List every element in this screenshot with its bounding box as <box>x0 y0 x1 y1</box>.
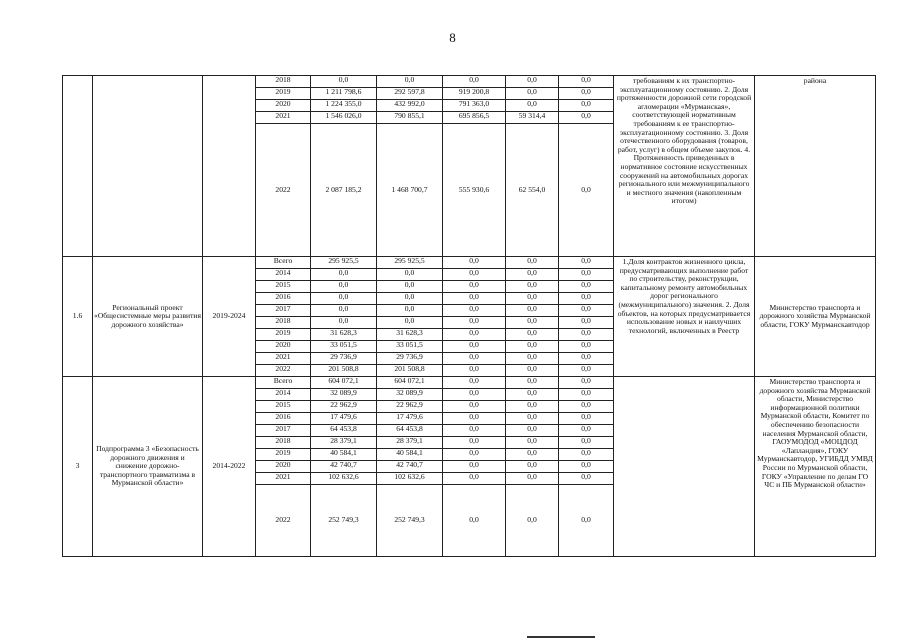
year-cell: 2022 <box>256 365 311 377</box>
amount-cell: 0,0 <box>506 365 559 377</box>
amount-cell: 0,0 <box>559 329 614 341</box>
amount-cell: 0,0 <box>443 485 506 557</box>
year-cell: 2017 <box>256 305 311 317</box>
amount-cell: 33 051,5 <box>377 341 443 353</box>
section-name: Региональный проект «Общесистемные меры развития дорожного хозяйства» <box>93 257 203 377</box>
amount-cell: 0,0 <box>443 305 506 317</box>
section-period <box>203 76 256 257</box>
amount-cell: 0,0 <box>377 293 443 305</box>
amount-cell: 0,0 <box>506 269 559 281</box>
amount-cell: 0,0 <box>311 76 377 88</box>
amount-cell: 0,0 <box>506 100 559 112</box>
amount-cell: 0,0 <box>443 365 506 377</box>
amount-cell: 0,0 <box>506 413 559 425</box>
amount-cell: 1 224 355,0 <box>311 100 377 112</box>
table-row <box>63 377 876 389</box>
year-cell: 2018 <box>256 76 311 88</box>
amount-cell: 0,0 <box>377 76 443 88</box>
amount-cell: 0,0 <box>559 88 614 100</box>
responsible-cell: Министерство транспорта и дорожного хозяйства Мурманской области, ГОКУ Мурманскавтодор <box>755 257 876 377</box>
amount-cell: 0,0 <box>559 449 614 461</box>
amount-cell: 0,0 <box>506 329 559 341</box>
amount-cell: 62 554,0 <box>506 124 559 257</box>
indicators-cell: 1.Доля контрактов жизненного цикла, предусматривающих выполнение работ по строительству, реконструкции, капитальному ремонту автомобильных дорог регионального (межмуниципального) значения. 2. Доля объектов, на которых предусматривается использование новых и наилучших технологий, включенных в Реестр <box>614 257 755 377</box>
year-cell: 2018 <box>256 317 311 329</box>
year-cell: 2017 <box>256 425 311 437</box>
amount-cell: 0,0 <box>443 377 506 389</box>
amount-cell: 0,0 <box>506 305 559 317</box>
amount-cell: 0,0 <box>443 401 506 413</box>
amount-cell: 32 089,9 <box>311 389 377 401</box>
amount-cell: 0,0 <box>443 329 506 341</box>
amount-cell: 2 087 185,2 <box>311 124 377 257</box>
section-period: 2019-2024 <box>203 257 256 377</box>
amount-cell: 0,0 <box>506 257 559 269</box>
year-cell: 2019 <box>256 88 311 100</box>
amount-cell: 0,0 <box>506 461 559 473</box>
amount-cell: 252 749,3 <box>311 485 377 557</box>
amount-cell: 0,0 <box>559 473 614 485</box>
table-row <box>63 76 876 88</box>
amount-cell: 29 736,9 <box>377 353 443 365</box>
year-cell: 2020 <box>256 341 311 353</box>
amount-cell: 0,0 <box>443 76 506 88</box>
year-cell: Всего <box>256 257 311 269</box>
amount-cell: 0,0 <box>443 449 506 461</box>
amount-cell: 22 962,9 <box>377 401 443 413</box>
amount-cell: 0,0 <box>559 365 614 377</box>
amount-cell: 0,0 <box>443 293 506 305</box>
amount-cell: 0,0 <box>559 76 614 88</box>
amount-cell: 0,0 <box>506 281 559 293</box>
section-number: 3 <box>63 377 93 557</box>
amount-cell: 0,0 <box>311 281 377 293</box>
section-number: 1.6 <box>63 257 93 377</box>
amount-cell: 0,0 <box>559 124 614 257</box>
indicators-cell: требованиям к их транспортно-эксплуатационному состоянию. 2. Доля протяженности дорожной сети городской агломерации «Мурманская», соответствующей нормативным требованиям к ее транспортно-эксплуатационному состоянию. 3. Доля отечественного оборудования (товаров, работ, услуг) в общем объеме закупок. 4. Протяженность приведенных в нормативное состояние искусственных сооружений на автомобильных дорогах регионального или межмуниципального и местного значения (накопленным итогом) <box>614 76 755 257</box>
year-cell: 2020 <box>256 100 311 112</box>
amount-cell: 0,0 <box>506 389 559 401</box>
amount-cell: 59 314,4 <box>506 112 559 124</box>
amount-cell: 292 597,8 <box>377 88 443 100</box>
amount-cell: 0,0 <box>559 281 614 293</box>
amount-cell: 0,0 <box>559 257 614 269</box>
amount-cell: 0,0 <box>559 293 614 305</box>
amount-cell: 0,0 <box>559 317 614 329</box>
year-cell: 2019 <box>256 449 311 461</box>
amount-cell: 64 453,8 <box>377 425 443 437</box>
amount-cell: 33 051,5 <box>311 341 377 353</box>
amount-cell: 28 379,1 <box>377 437 443 449</box>
amount-cell: 0,0 <box>311 317 377 329</box>
year-cell: 2016 <box>256 413 311 425</box>
amount-cell: 0,0 <box>559 425 614 437</box>
amount-cell: 201 508,8 <box>377 365 443 377</box>
amount-cell: 0,0 <box>559 413 614 425</box>
amount-cell: 64 453,8 <box>311 425 377 437</box>
amount-cell: 0,0 <box>311 269 377 281</box>
amount-cell: 0,0 <box>559 437 614 449</box>
section-name <box>93 76 203 257</box>
amount-cell: 0,0 <box>377 269 443 281</box>
year-cell: 2015 <box>256 281 311 293</box>
amount-cell: 40 584,1 <box>311 449 377 461</box>
amount-cell: 0,0 <box>506 76 559 88</box>
amount-cell: 0,0 <box>559 112 614 124</box>
amount-cell: 0,0 <box>443 257 506 269</box>
amount-cell: 0,0 <box>443 341 506 353</box>
year-cell: 2015 <box>256 401 311 413</box>
amount-cell: 0,0 <box>443 425 506 437</box>
amount-cell: 0,0 <box>443 413 506 425</box>
amount-cell: 0,0 <box>559 461 614 473</box>
amount-cell: 0,0 <box>506 401 559 413</box>
amount-cell: 1 546 026,0 <box>311 112 377 124</box>
amount-cell: 0,0 <box>377 281 443 293</box>
amount-cell: 0,0 <box>559 353 614 365</box>
indicators-cell <box>614 377 755 557</box>
amount-cell: 0,0 <box>559 305 614 317</box>
amount-cell: 0,0 <box>506 473 559 485</box>
amount-cell: 0,0 <box>559 269 614 281</box>
amount-cell: 0,0 <box>506 353 559 365</box>
amount-cell: 0,0 <box>559 401 614 413</box>
amount-cell: 0,0 <box>559 341 614 353</box>
amount-cell: 604 072,1 <box>311 377 377 389</box>
year-cell: 2014 <box>256 389 311 401</box>
amount-cell: 0,0 <box>443 389 506 401</box>
year-cell: 2019 <box>256 329 311 341</box>
amount-cell: 0,0 <box>559 377 614 389</box>
responsible-cell: Министерство транспорта и дорожного хозяйства Мурманской области, Министерство информационной политики Мурманской области, Комитет по обеспечению безопасности населения Мурманской области, ГАОУМОДОД «МОЦДОД «Лапландия», ГОКУ Мурманскавтодор, УГИБДД УМВД России по Мурманской области, ГОКУ «Управление по делам ГО ЧС и ПБ Мурманской области» <box>755 377 876 557</box>
year-cell: Всего <box>256 377 311 389</box>
amount-cell: 0,0 <box>506 437 559 449</box>
amount-cell: 604 072,1 <box>377 377 443 389</box>
amount-cell: 0,0 <box>506 341 559 353</box>
table-row <box>63 257 876 269</box>
amount-cell: 0,0 <box>506 377 559 389</box>
amount-cell: 791 363,0 <box>443 100 506 112</box>
amount-cell: 102 632,6 <box>311 473 377 485</box>
year-cell: 2022 <box>256 124 311 257</box>
amount-cell: 0,0 <box>443 317 506 329</box>
section-number <box>63 76 93 257</box>
amount-cell: 40 584,1 <box>377 449 443 461</box>
program-table <box>62 75 876 557</box>
page-number: 8 <box>449 30 456 45</box>
amount-cell: 17 479,6 <box>377 413 443 425</box>
amount-cell: 0,0 <box>377 305 443 317</box>
amount-cell: 0,0 <box>559 100 614 112</box>
section-period: 2014-2022 <box>203 377 256 557</box>
amount-cell: 42 740,7 <box>377 461 443 473</box>
amount-cell: 0,0 <box>311 305 377 317</box>
amount-cell: 0,0 <box>443 461 506 473</box>
amount-cell: 555 930,6 <box>443 124 506 257</box>
amount-cell: 919 200,8 <box>443 88 506 100</box>
amount-cell: 1 468 700,7 <box>377 124 443 257</box>
year-cell: 2022 <box>256 485 311 557</box>
amount-cell: 0,0 <box>443 473 506 485</box>
amount-cell: 32 089,9 <box>377 389 443 401</box>
amount-cell: 31 628,3 <box>311 329 377 341</box>
footer-mark <box>527 636 595 638</box>
amount-cell: 790 855,1 <box>377 112 443 124</box>
year-cell: 2021 <box>256 353 311 365</box>
amount-cell: 31 628,3 <box>377 329 443 341</box>
amount-cell: 0,0 <box>443 353 506 365</box>
year-cell: 2021 <box>256 112 311 124</box>
amount-cell: 1 211 798,6 <box>311 88 377 100</box>
year-cell: 2021 <box>256 473 311 485</box>
amount-cell: 695 856,5 <box>443 112 506 124</box>
amount-cell: 0,0 <box>443 281 506 293</box>
amount-cell: 0,0 <box>506 88 559 100</box>
amount-cell: 42 740,7 <box>311 461 377 473</box>
amount-cell: 0,0 <box>377 317 443 329</box>
year-cell: 2014 <box>256 269 311 281</box>
amount-cell: 201 508,8 <box>311 365 377 377</box>
amount-cell: 432 992,0 <box>377 100 443 112</box>
amount-cell: 22 962,9 <box>311 401 377 413</box>
amount-cell: 0,0 <box>443 269 506 281</box>
year-cell: 2020 <box>256 461 311 473</box>
amount-cell: 102 632,6 <box>377 473 443 485</box>
amount-cell: 0,0 <box>506 449 559 461</box>
amount-cell: 0,0 <box>443 437 506 449</box>
amount-cell: 0,0 <box>506 317 559 329</box>
amount-cell: 29 736,9 <box>311 353 377 365</box>
amount-cell: 295 925,5 <box>311 257 377 269</box>
amount-cell: 0,0 <box>506 425 559 437</box>
responsible-cell: района <box>755 76 876 257</box>
amount-cell: 0,0 <box>559 389 614 401</box>
amount-cell: 0,0 <box>559 485 614 557</box>
amount-cell: 0,0 <box>311 293 377 305</box>
year-cell: 2018 <box>256 437 311 449</box>
section-name: Подпрограмма 3 «Безопасность дорожного движения и снижение дорожно-транспортного травматизма в Мурманской области» <box>93 377 203 557</box>
amount-cell: 252 749,3 <box>377 485 443 557</box>
year-cell: 2016 <box>256 293 311 305</box>
amount-cell: 17 479,6 <box>311 413 377 425</box>
amount-cell: 0,0 <box>506 293 559 305</box>
amount-cell: 295 925,5 <box>377 257 443 269</box>
amount-cell: 28 379,1 <box>311 437 377 449</box>
amount-cell: 0,0 <box>506 485 559 557</box>
